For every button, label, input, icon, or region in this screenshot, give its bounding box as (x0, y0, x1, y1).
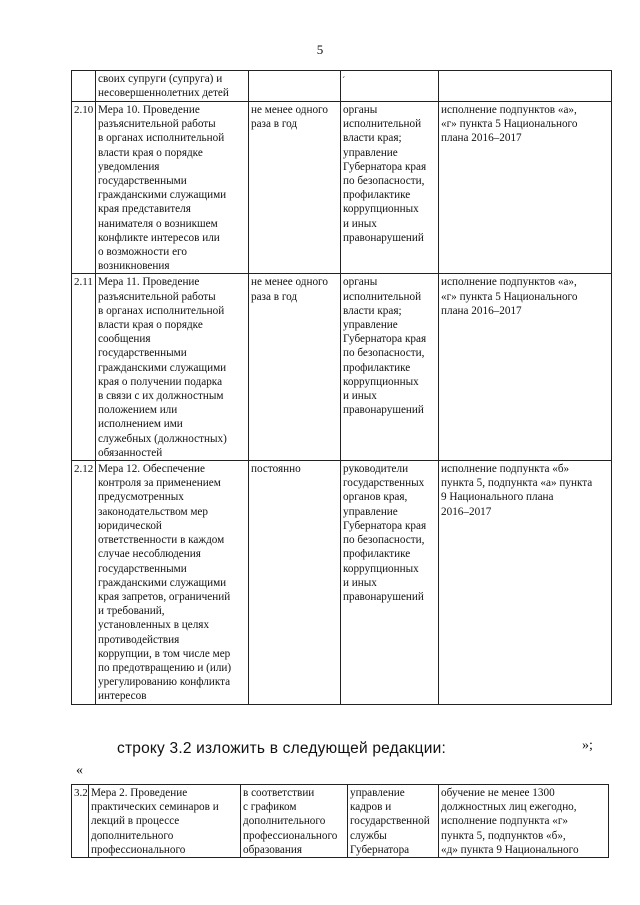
measure-cell-line: практических семинаров и (91, 801, 219, 814)
measure-cell-line: возникновения (98, 260, 170, 273)
result-cell (439, 274, 612, 461)
responsible-cell-line: государственных (343, 477, 425, 490)
result-cell-line: должностных лиц ежегодно, (441, 801, 577, 814)
deadline-cell-line: с графиком (243, 801, 297, 814)
measure-cell-line: Мера 10. Проведение (98, 104, 200, 116)
result-cell (439, 102, 612, 274)
result-cell-line: плана 2016–2017 (441, 132, 522, 145)
deadline-cell (249, 461, 341, 704)
measure-cell-line: профессионального (91, 843, 186, 856)
opening-quote-mark: « (76, 763, 83, 778)
responsible-cell-line: коррупционных (343, 203, 419, 216)
measure-cell-line: о возможности его (98, 246, 187, 259)
deadline-cell-line: постоянно (251, 463, 301, 476)
measure-cell-line: Мера 11. Проведение (98, 276, 200, 289)
result-cell-line: «д» пункта 9 Национального (441, 843, 579, 856)
measure-cell-line: нанимателя о возникшем (98, 217, 218, 230)
measure-cell-line: в связи с их должностным (98, 390, 224, 403)
scan-mark: ˊ (342, 76, 346, 87)
deadline-cell-line: раза в год (251, 290, 298, 303)
measure-cell-line: своих супруги (супруга) и (98, 73, 223, 85)
measure-cell-line: гражданскими служащими (98, 361, 227, 374)
measure-cell-line: дополнительного (91, 829, 174, 842)
measure-cell (96, 71, 249, 102)
amendment-paragraph: строку 3.2 изложить в следующей редакции: (117, 740, 446, 757)
measure-cell-line: противодействия (98, 633, 180, 646)
responsible-cell-line: управление (343, 505, 398, 518)
measure-cell-line: разъяснительной работы (98, 118, 216, 131)
measure-cell-line: интересов (98, 690, 147, 703)
measure-cell-line: власти края о порядке (98, 319, 203, 332)
row-number: 2.10 (72, 102, 96, 274)
responsible-cell (341, 274, 439, 461)
table-row (72, 274, 612, 461)
responsible-cell-line: по безопасности, (343, 534, 425, 547)
measure-cell-line: разъяснительной работы (98, 290, 216, 303)
responsible-cell (348, 785, 439, 858)
row-number: 2.12 (72, 461, 96, 704)
responsible-cell-line: профилактике (343, 361, 411, 374)
measure-cell-line: юридической (98, 519, 162, 532)
responsible-cell-line: управление (350, 787, 405, 799)
measures-table (71, 70, 612, 705)
measure-cell-line: законодательством мер (98, 505, 208, 518)
result-cell (439, 71, 612, 102)
result-cell-line: обучение не менее 1300 (441, 787, 555, 799)
responsible-cell-line: руководители (343, 463, 409, 476)
responsible-cell-line: кадров и (350, 801, 392, 814)
result-cell-line: 2016–2017 (441, 505, 492, 518)
result-cell (439, 785, 609, 858)
measure-cell-line: несовершеннолетних детей (98, 87, 229, 100)
responsible-cell-line: органы (343, 104, 378, 116)
closing-quote-mark: »; (582, 738, 593, 753)
responsible-cell-line: правонарушений (343, 404, 424, 417)
result-cell (439, 461, 612, 704)
responsible-cell-line: органов края, (343, 491, 408, 504)
responsible-cell-line: профилактике (343, 189, 411, 202)
deadline-cell (249, 274, 341, 461)
measure-cell-line: гражданскими служащими (98, 576, 227, 589)
measure-cell-line: гражданскими служащими (98, 189, 227, 202)
responsible-cell-line: профилактике (343, 548, 411, 561)
measure-cell (96, 461, 249, 704)
measure-cell-line: сообщения (98, 333, 151, 346)
responsible-cell-line: Губернатора края (343, 519, 427, 532)
responsible-cell-line: правонарушений (343, 590, 424, 603)
measure-cell-line: лекций в процессе (91, 815, 180, 828)
measure-cell-line: служебных (должностных) (98, 432, 227, 445)
table-row (72, 102, 612, 274)
page-number: 5 (316, 42, 324, 57)
measure-cell-line: края представителя (98, 203, 191, 216)
result-cell-line: «г» пункта 5 Национального (441, 290, 578, 303)
responsible-cell-line: управление (343, 146, 398, 159)
result-cell-line: 9 Национального плана (441, 491, 554, 504)
measure-cell-line: государственными (98, 175, 187, 188)
responsible-cell-line: коррупционных (343, 375, 419, 388)
deadline-cell-line: не менее одного (251, 104, 328, 116)
responsible-cell-line: исполнительной (343, 118, 422, 131)
measure-cell-line: урегулированию конфликта (98, 676, 231, 689)
responsible-cell (341, 461, 439, 704)
measure-cell-line: положением или (98, 404, 178, 417)
responsible-cell-line: власти края; (343, 132, 402, 145)
deadline-cell-line: образования (243, 843, 303, 856)
measure-cell-line: уведомления (98, 160, 160, 173)
responsible-cell-line: и иных (343, 217, 377, 230)
measure-cell (89, 785, 241, 858)
responsible-cell-line: Губернатора края (343, 160, 427, 173)
deadline-cell-line: не менее одного (251, 276, 328, 289)
responsible-cell-line: и иных (343, 390, 377, 403)
responsible-cell-line: по безопасности, (343, 347, 425, 360)
table-row (72, 785, 609, 858)
deadline-cell-line: в соответствии (243, 787, 315, 799)
measure-cell-line: исполнением ими (98, 418, 183, 431)
result-cell-line: исполнение подпункта «г» (441, 815, 569, 828)
measure-cell-line: предусмотренных (98, 491, 184, 504)
result-cell-line: «г» пункта 5 Национального (441, 118, 578, 131)
responsible-cell-line: исполнительной (343, 290, 422, 303)
responsible-cell-line: Губернатора (350, 843, 410, 856)
measure-cell-line: власти края о порядке (98, 146, 203, 159)
result-cell-line: пункта 5, подпунктов «б», (441, 829, 566, 842)
deadline-cell-line: дополнительного (243, 815, 326, 828)
responsible-cell-line: правонарушений (343, 231, 424, 244)
row-number (72, 71, 96, 102)
deadline-cell-line: профессионального (243, 829, 338, 842)
responsible-cell-line: службы (350, 829, 387, 842)
result-cell-line: исполнение подпунктов «а», (441, 276, 577, 289)
measure-cell-line: установленных в целях (98, 619, 210, 632)
measure-cell-line: контроля за применением (98, 477, 221, 490)
measure-cell-line: конфликте интересов или (98, 231, 220, 244)
row-number: 3.2 (72, 785, 89, 858)
measure-cell (96, 102, 249, 274)
result-cell-line: исполнение подпункта «б» (441, 463, 570, 476)
table-row (72, 461, 612, 704)
result-cell-line: пункта 5, подпункта «а» пункта (441, 477, 593, 490)
responsible-cell-line: и иных (343, 576, 377, 589)
measure-cell-line: ответственности в каждом (98, 534, 225, 547)
row-number: 2.11 (72, 274, 96, 461)
measure-cell-line: государственными (98, 562, 187, 575)
responsible-cell (341, 102, 439, 274)
measure-cell-line: Мера 12. Обеспечение (98, 463, 205, 476)
measure-cell-line: случае несоблюдения (98, 548, 201, 561)
responsible-cell-line: по безопасности, (343, 175, 425, 188)
measure-cell-line: по предотвращению и (или) (98, 661, 232, 674)
responsible-cell-line: власти края; (343, 304, 402, 317)
measure-cell-line: края запретов, ограничений (98, 590, 231, 603)
measure-cell-line: и требований, (98, 605, 165, 618)
deadline-cell-line: раза в год (251, 118, 298, 131)
responsible-cell (341, 71, 439, 102)
responsible-cell-line: органы (343, 276, 378, 289)
result-cell-line: плана 2016–2017 (441, 304, 522, 317)
measure-cell-line: в органах исполнительной (98, 132, 225, 145)
result-cell-line: исполнение подпунктов «а», (441, 104, 577, 116)
deadline-cell (241, 785, 348, 858)
deadline-cell (249, 102, 341, 274)
deadline-cell (249, 71, 341, 102)
responsible-cell-line: управление (343, 319, 398, 332)
responsible-cell-line: государственной (350, 815, 430, 828)
measure-cell-line: обязанностей (98, 446, 163, 459)
measure-cell-line: края о получении подарка (98, 375, 223, 388)
responsible-cell-line: Губернатора края (343, 333, 427, 346)
measure-cell-line: Мера 2. Проведение (91, 787, 188, 799)
responsible-cell-line: коррупционных (343, 562, 419, 575)
replacement-row-table (71, 784, 609, 858)
measure-cell (96, 274, 249, 461)
measure-cell-line: государственными (98, 347, 187, 360)
measure-cell-line: в органах исполнительной (98, 304, 225, 317)
measure-cell-line: коррупции, в том числе мер (98, 647, 231, 660)
